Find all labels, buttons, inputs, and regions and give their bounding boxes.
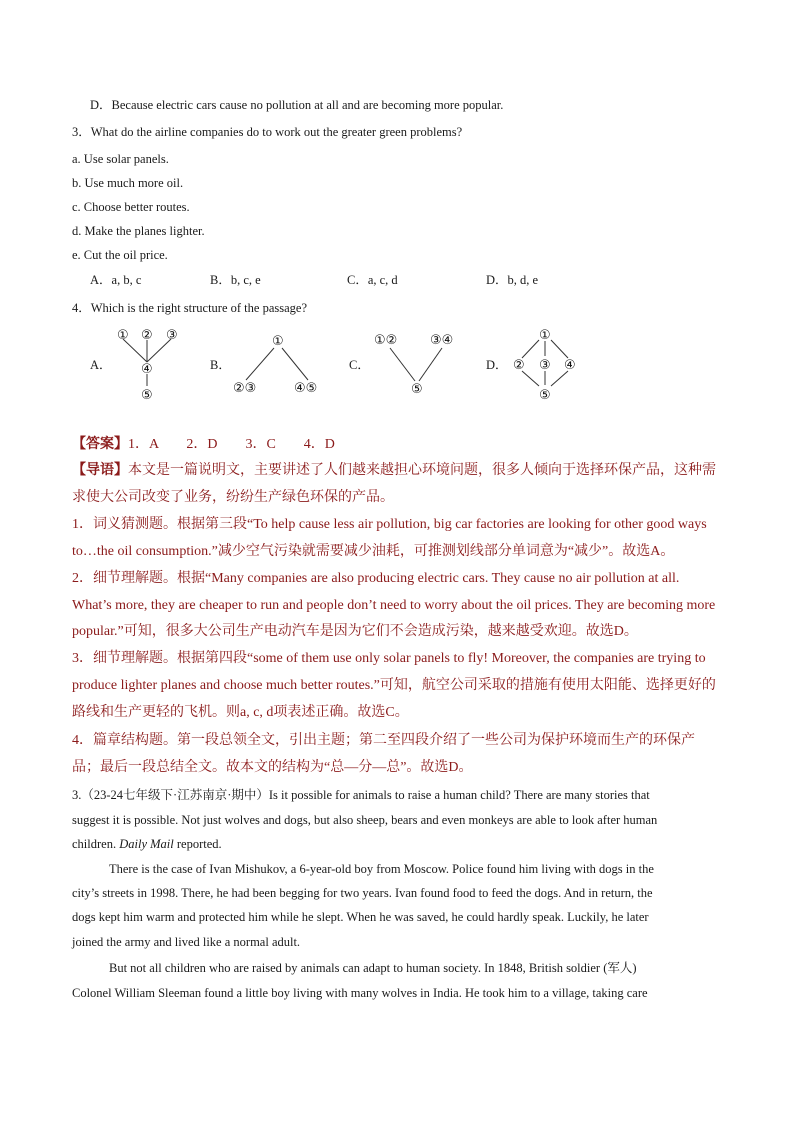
explanation-2-line-1: 2．细节理解题。根据“Many companies are also producing electric cars. They cause no air pollution at all.	[72, 571, 680, 586]
passage-p2-line-4: joined the army and lived like a normal adult.	[72, 935, 301, 949]
diagram-c-node: ①②	[374, 333, 398, 348]
explanation-4-line-1: 4．篇章结构题。第一段总领全文，引出主题；第二至四段介绍了一些公司为保护环境而生产的环保产	[72, 733, 695, 748]
diagram-a-node: ③	[166, 328, 178, 343]
source-name: Daily Mail	[119, 837, 174, 851]
guide-label: 【导语】	[72, 463, 128, 478]
explanation-3-line-2: produce lighter planes and choose much better routes.”可知，航空公司采取的措施有使用太阳能、选择更好的	[72, 678, 716, 693]
diagram-d-edge	[522, 340, 539, 358]
passage-intro-line-2: suggest it is possible. Not just wolves and dogs, but also sheep, bears and even monkeys are able to look after human	[72, 813, 658, 827]
passage-p2-line-1: There is the case of Ivan Mishukov, a 6-year-old boy from Moscow. Police found him living with dogs in the	[109, 862, 654, 876]
diagram-d-node: ③	[539, 358, 551, 373]
passage-intro-post: reported.	[173, 837, 222, 851]
q3-option-a: A．a, b, c	[90, 273, 142, 287]
diagram-c-edge	[419, 348, 442, 381]
passage-p2-line-2: city’s streets in 1998. There, he had been begging for two years. Ivan found food to feed the dogs. And in return, the	[72, 886, 653, 900]
diagram-d-edge	[551, 371, 568, 386]
q3-option-c: C．a, c, d	[347, 273, 398, 287]
diagram-d-node: ⑤	[539, 388, 551, 403]
guide-line-1	[72, 462, 716, 480]
explanation-2-line-2: What’s more, they are cheaper to run and people don’t need to worry about the oil prices. They are becoming more	[72, 598, 716, 613]
diagram-d-node: ④	[564, 358, 576, 373]
diagram-c-node: ⑤	[411, 382, 423, 397]
structure-diagram-b	[230, 330, 330, 400]
diagram-b-edge	[246, 348, 274, 380]
diagram-a-node: ④	[141, 362, 153, 377]
explanation-1-line-2: to…the oil consumption.”减少空气污染就需要减少油耗，可推测划线部分单词意为“减少”。故选A。	[72, 544, 675, 559]
structure-diagram-c	[372, 330, 472, 400]
answer-label: 【答案】	[72, 437, 128, 452]
diagram-a-node: ②	[141, 328, 153, 343]
diagram-b-edge	[282, 348, 308, 380]
q3-item-e: e. Cut the oil price.	[72, 248, 168, 262]
q3-item-b: b. Use much more oil.	[72, 176, 184, 190]
q2-option-d: D．Because electric cars cause no pollution at all and are becoming more popular.	[90, 98, 504, 112]
structure-diagram-a	[110, 322, 190, 404]
explanation-2-line-3: popular.”可知，很多大公司生产电动汽车是因为它们不会造成污染，越来越受欢迎。故选D。	[72, 624, 638, 639]
explanation-3-line-1: 3．细节理解题。根据第四段“some of them use only solar panels to fly! Moreover, the companies are trying to	[72, 651, 706, 666]
diagram-c-node: ③④	[430, 333, 454, 348]
diagram-b-node: ②③	[233, 381, 257, 396]
q3-option-d: D．b, d, e	[486, 273, 539, 287]
passage-intro-line-3	[72, 836, 222, 852]
passage-intro-line-1: 3.（23-24七年级下·江苏南京·期中）Is it possible for animals to raise a human child? There are many stories that	[72, 788, 650, 802]
diagram-d-node: ②	[513, 358, 525, 373]
diagram-b-node: ①	[272, 334, 284, 349]
passage-intro-pre: children.	[72, 837, 120, 851]
q3-item-d: d. Make the planes lighter.	[72, 224, 205, 238]
q4-label-d: D．	[486, 358, 508, 372]
q3-item-c: c. Choose better routes.	[72, 200, 190, 214]
guide-line-2: 求使大公司改变了业务，纷纷生产绿色环保的产品。	[72, 490, 394, 505]
q4-label-b: B．	[210, 358, 231, 372]
diagram-c-edge	[390, 348, 415, 381]
diagram-a-node: ⑤	[141, 388, 153, 403]
q4-label-c: C．	[349, 358, 370, 372]
structure-diagram-d	[508, 323, 588, 405]
passage-p2-line-3: dogs kept him warm and protected him while he slept. When he was saved, he could hardly speak. Luckily, he later	[72, 910, 649, 924]
explanation-1-line-1: 1．词义猜测题。根据第三段“To help cause less air pollution, big car factories are looking for other good ways	[72, 517, 707, 532]
guide-text-1: 本文是一篇说明文，主要讲述了人们越来越担心环境问题，很多人倾向于选择环保产品，这种需	[128, 463, 716, 478]
diagram-b-node: ④⑤	[294, 381, 318, 396]
explanation-4-line-2: 品；最后一段总结全文。故本文的结构为“总—分—总”。故选D。	[72, 760, 473, 775]
q3-option-b: B．b, c, e	[210, 273, 261, 287]
answer-text: 1．A 2．D 3．C 4．D	[128, 437, 335, 452]
answer-line	[72, 436, 335, 454]
q4-label-a: A．	[90, 358, 112, 372]
explanation-3-line-3: 路线和生产更轻的飞机。则a, c, d项表述正确。故选C。	[72, 705, 409, 720]
passage-p3-line-2: Colonel William Sleeman found a little boy living with many wolves in India. He took him to a village, taking care	[72, 986, 648, 1000]
diagram-a-node: ①	[117, 328, 129, 343]
diagram-d-node: ①	[539, 328, 551, 343]
diagram-d-edge	[551, 340, 568, 358]
q4-question: 4．Which is the right structure of the passage?	[72, 301, 307, 315]
q3-question: 3．What do the airline companies do to work out the greater green problems?	[72, 125, 463, 139]
passage-p3-line-1: But not all children who are raised by animals can adapt to human society. In 1848, British soldier (军人)	[109, 961, 637, 975]
q3-item-a: a. Use solar panels.	[72, 152, 169, 166]
diagram-d-edge	[522, 371, 539, 386]
